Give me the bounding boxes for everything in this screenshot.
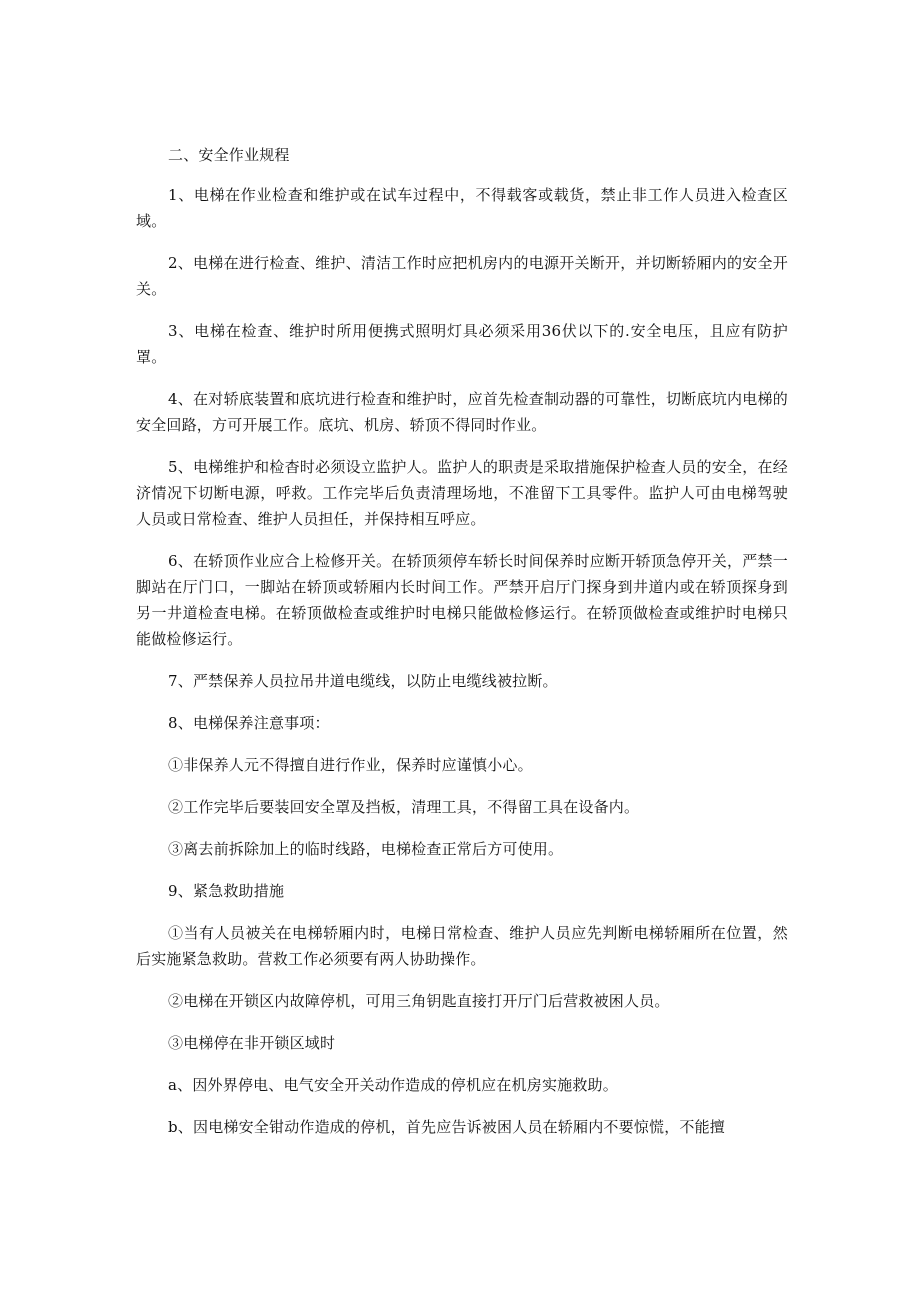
- document-body: [136, 142, 788, 1156]
- paragraph-rule-8: 8、电梯保养注意事项：: [168, 714, 330, 732]
- paragraph-rule-7: 7、严禁保养人员拉吊井道电缆线，以防止电缆线被拉断。: [168, 672, 558, 690]
- paragraph-rule-8-item-3: ③离去前拆除加上的临时线路，电梯检查正常后方可使用。: [168, 840, 564, 858]
- paragraph-rule-9-item-3b: b、因电梯安全钳动作造成的停机，首先应告诉被困人员在轿厢内不要惊慌，不能擅: [168, 1118, 726, 1136]
- section-heading: 二、安全作业规程: [168, 146, 290, 164]
- paragraph-rule-2: 2、电梯在进行检查、维护、清洁工作时应把机房内的电源开关断开，并切断轿厢内的安全开关。: [136, 254, 788, 298]
- paragraph-rule-9-item-3a: a、因外界停电、电气安全开关动作造成的停机应在机房实施救助。: [168, 1076, 618, 1094]
- paragraph-rule-9-item-3: ③电梯停在非开锁区域时: [168, 1034, 336, 1052]
- paragraph-rule-4: 4、在对轿底装置和底坑进行检查和维护时，应首先检查制动器的可靠性，切断底坑内电梯的安全回路，方可开展工作。底坑、机房、轿顶不得同时作业。: [136, 390, 788, 434]
- paragraph-rule-1: 1、电梯在作业检查和维护或在试车过程中，不得载客或载货，禁止非工作人员进入检查区域。: [136, 186, 788, 230]
- paragraph-rule-8-item-1: ①非保养人元不得擅自进行作业，保养时应谨慎小心。: [168, 756, 533, 774]
- paragraph-rule-6: 6、在轿顶作业应合上检修开关。在轿顶须停车轿长时间保养时应断开轿顶急停开关，严禁一脚站在厅门口，一脚站在轿顶或轿厢内长时间工作。严禁开启厅门探身到井道内或在轿顶探身到另一井道检查电梯。在轿顶做检查或维护时电梯只能做检修运行。在轿顶做检查或维护时电梯只能做检修运行。: [136, 552, 788, 648]
- paragraph-rule-9: 9、紧急救助措施: [168, 882, 285, 900]
- paragraph-rule-9-item-1: ①当有人员被关在电梯轿厢内时，电梯日常检查、维护人员应先判断电梯轿厢所在位置，然后实施紧急救助。营救工作必须要有两人协助操作。: [136, 924, 788, 968]
- paragraph-rule-3: 3、电梯在检查、维护时所用便携式照明灯具必须采用36伏以下的.安全电压，且应有防护罩。: [136, 322, 788, 366]
- paragraph-rule-5: 5、电梯维护和检杳时必须设立监护人。监护人的职责是采取措施保护检查人员的安全，在经济情况下切断电源，呼救。工作完毕后负责清理场地，不准留下工具零件。监护人可由电梯驾驶人员或日常检查、维护人员担任，并保持相互呼应。: [136, 458, 788, 528]
- paragraph-rule-9-item-2: ②电梯在开锁区内故障停机，可用三角钥匙直接打开厅门后营救被困人员。: [168, 992, 670, 1010]
- paragraph-rule-8-item-2: ②工作完毕后要装回安全罩及挡板，清理工具，不得留工具在设备内。: [168, 798, 640, 816]
